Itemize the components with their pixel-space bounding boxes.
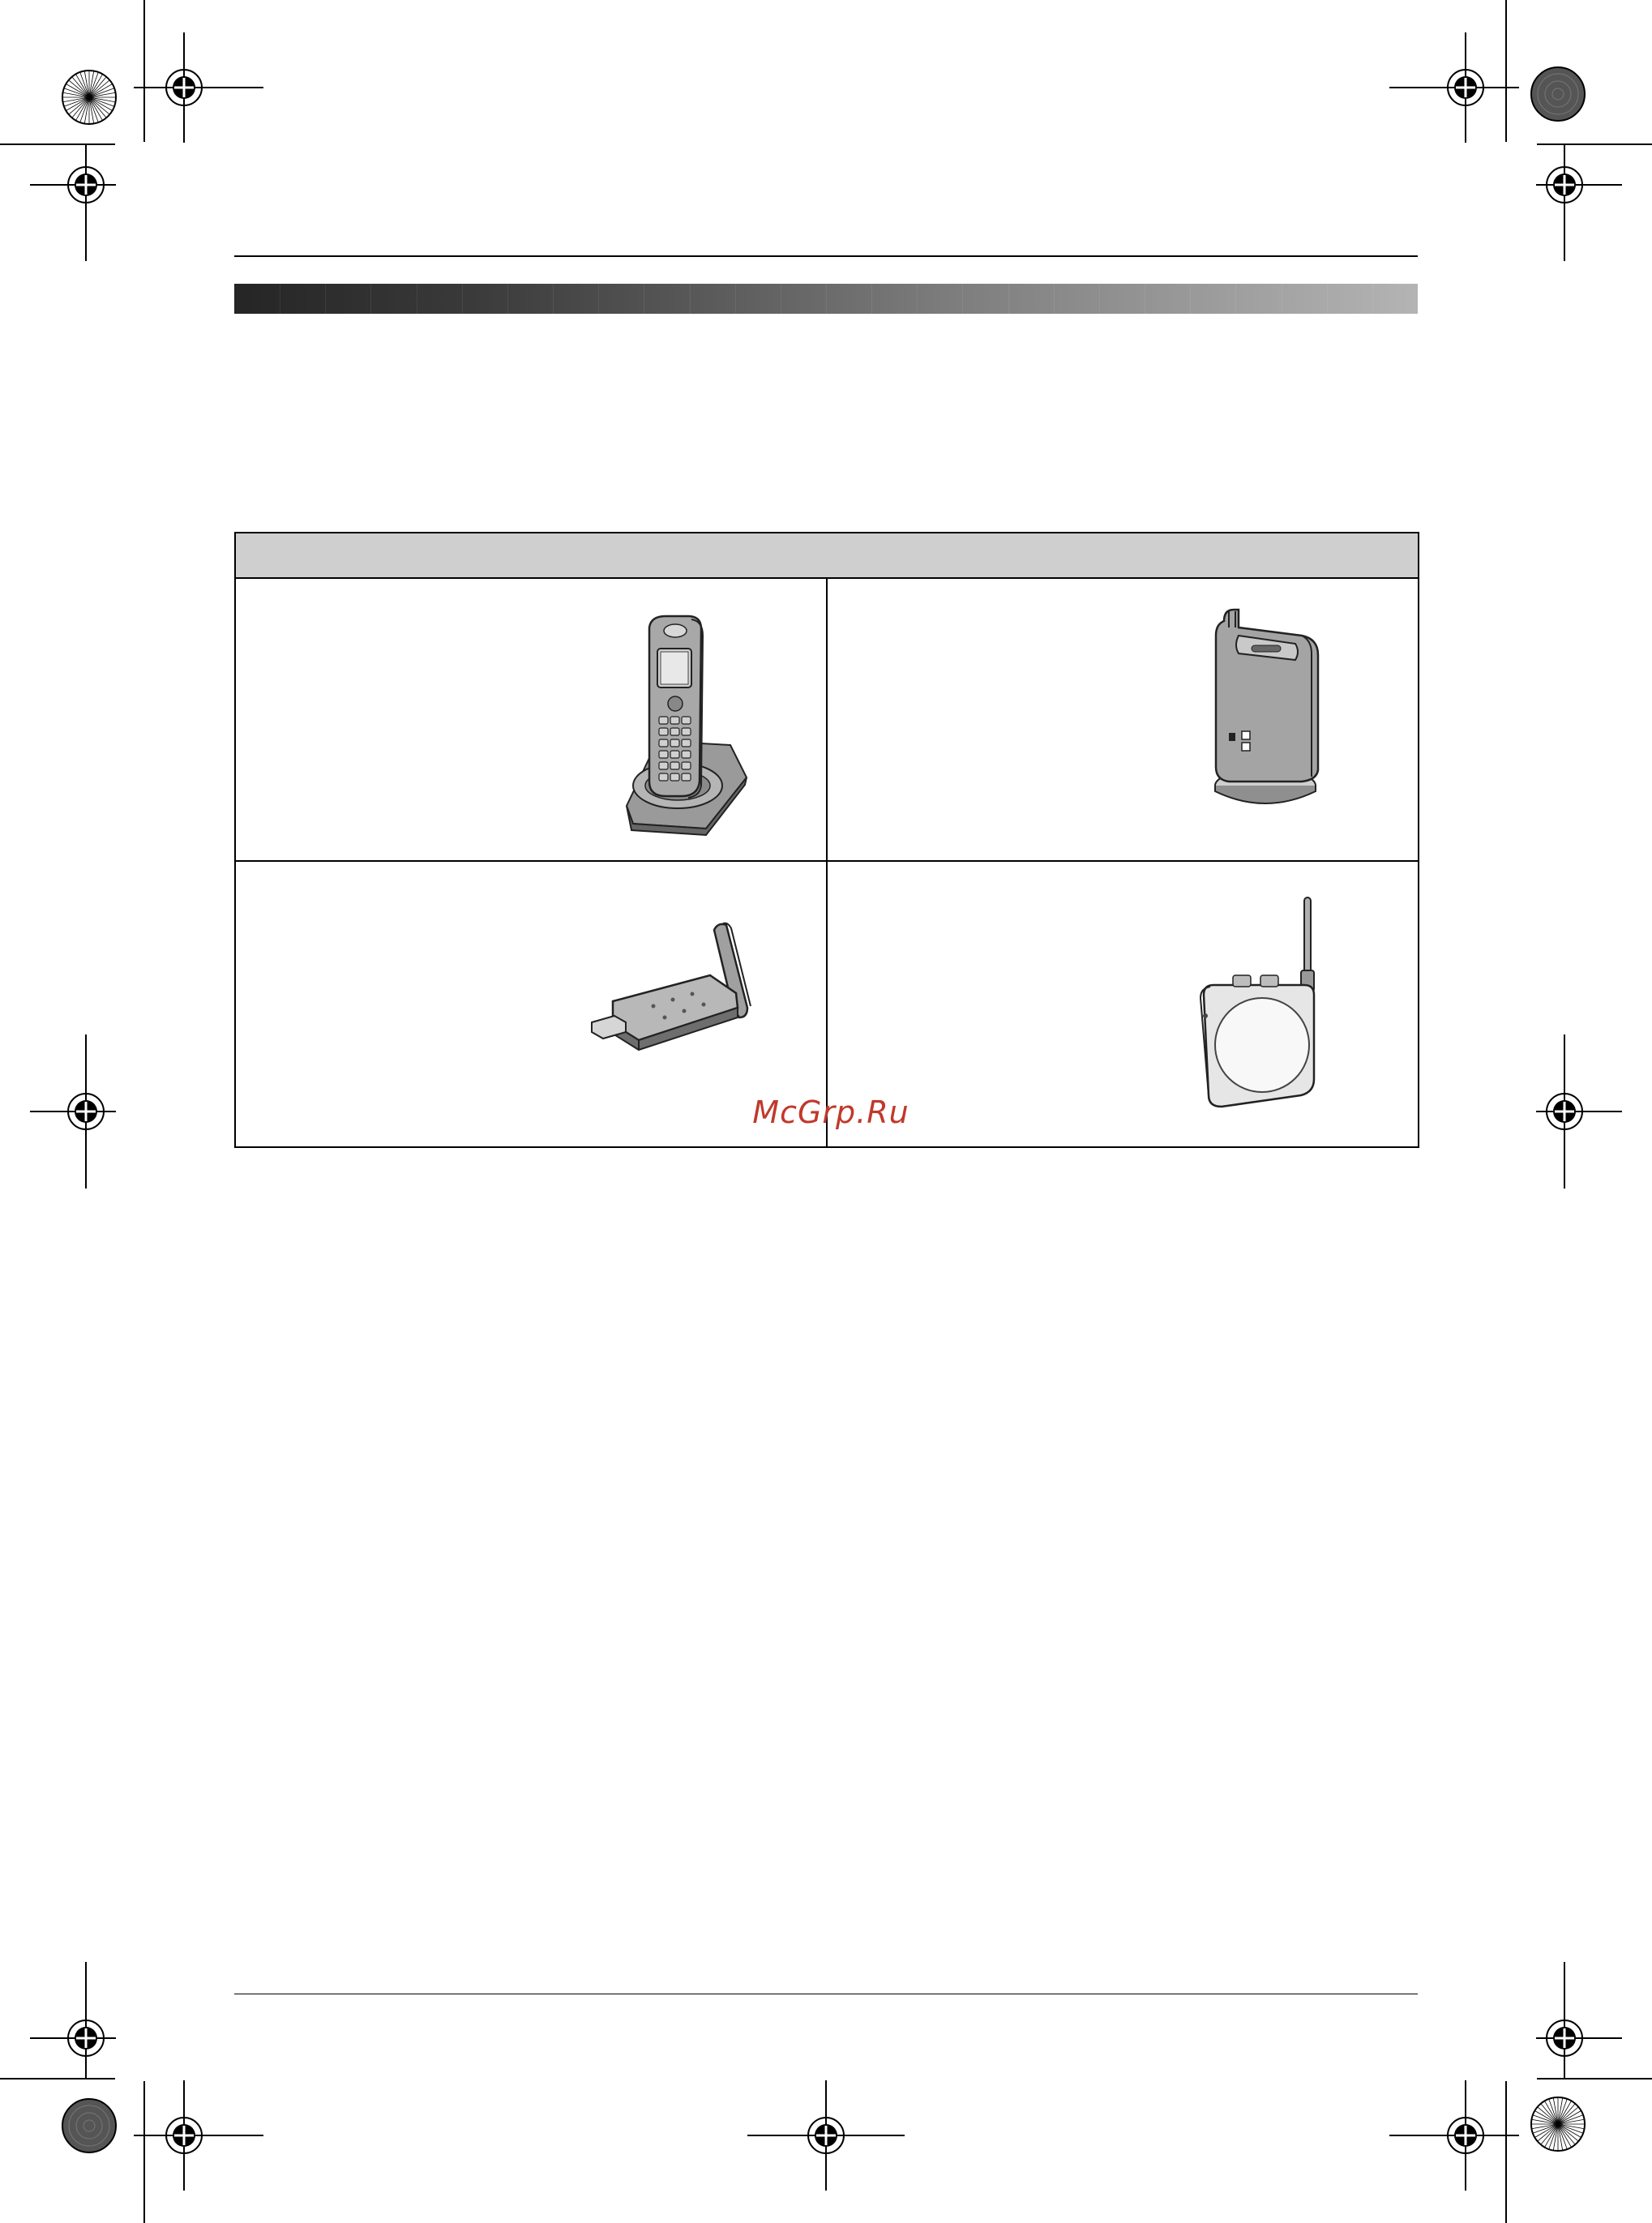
dark-density-circle-icon xyxy=(57,2093,122,2158)
header-rule xyxy=(234,255,1418,257)
cordless-handset-on-charger-icon xyxy=(609,611,755,846)
repeater-base-unit-icon xyxy=(1196,603,1334,814)
table-cell-repeater xyxy=(828,579,1418,860)
wall-mount-repeater-with-antenna-icon xyxy=(1184,894,1338,1129)
table-cell-handset xyxy=(236,579,826,860)
watermark: McGrp.Ru xyxy=(752,1094,909,1130)
starburst-registration-icon xyxy=(1526,2092,1590,2157)
product-table xyxy=(234,532,1419,1148)
starburst-registration-icon xyxy=(57,65,122,130)
usb-dongle-with-antenna-icon xyxy=(588,919,775,1073)
table-header xyxy=(236,533,1418,579)
section-gradient-bar xyxy=(234,284,1418,314)
dark-density-circle-icon xyxy=(1526,62,1590,126)
